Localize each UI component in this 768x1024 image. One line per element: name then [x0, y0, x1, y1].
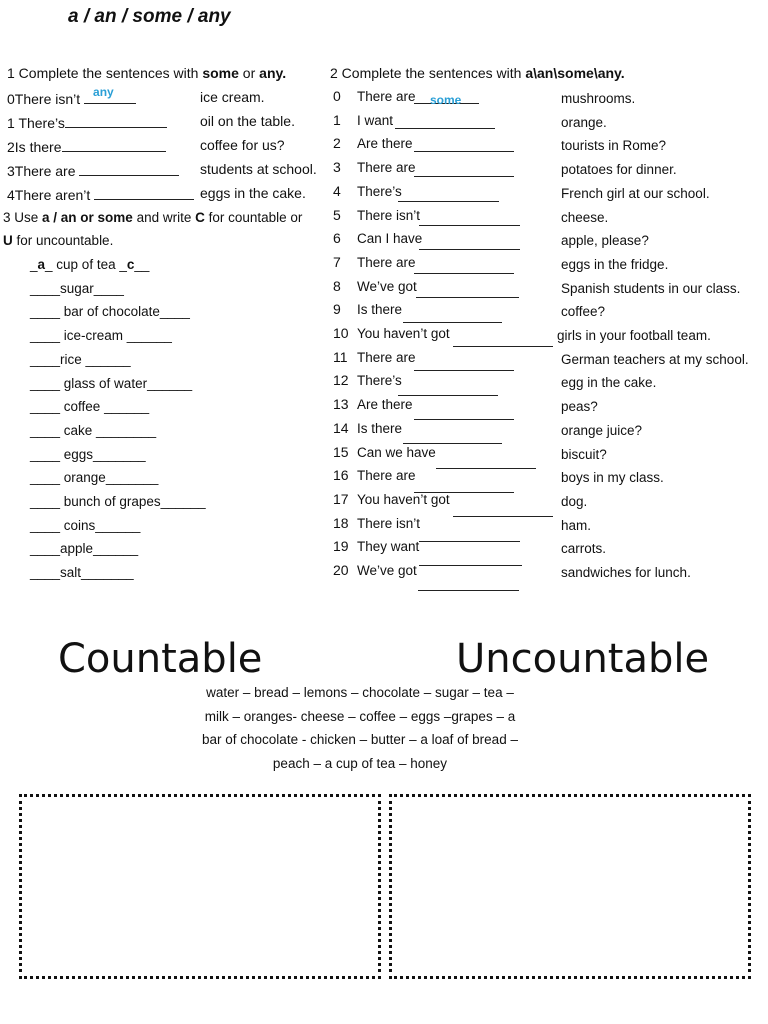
ex3-item[interactable]: ____apple______ — [30, 541, 139, 557]
ex2-row-number: 11 — [333, 348, 348, 365]
word-bank-line: water – bread – lemons – chocolate – sugar – tea – — [206, 685, 514, 700]
ex2-row-end: biscuit? — [561, 446, 607, 462]
ex2-row-end: orange. — [561, 114, 607, 130]
ex2-answer-blank[interactable] — [416, 297, 519, 298]
ex2-row-number: 0 — [333, 88, 341, 104]
ex1-heading-any: any. — [259, 65, 287, 81]
ex2-row-end: ham. — [561, 517, 592, 533]
ex1-row — [7, 113, 167, 131]
ex2-answer-blank[interactable] — [414, 273, 514, 274]
ex1-row-number: 2 — [7, 139, 15, 155]
ex3-item[interactable]: ____ bunch of grapes______ — [30, 494, 206, 509]
ex2-row-number: 13 — [333, 396, 349, 413]
ex2-row-number: 6 — [333, 230, 341, 247]
ex1-answer-blank[interactable] — [84, 85, 136, 104]
ex2-row-start: There are — [357, 468, 416, 484]
ex2-answer-text: some — [430, 93, 462, 107]
ex2-row-start: Can we have — [357, 444, 436, 460]
ex2-row-end: carrots. — [561, 541, 607, 557]
ex2-row-end: French girl at our school. — [561, 185, 710, 201]
ex1-answer-blank[interactable] — [65, 113, 167, 128]
ex2-row-end: mushrooms. — [561, 91, 636, 106]
ex2-answer-blank[interactable] — [419, 249, 520, 250]
ex2-answer-blank[interactable] — [403, 322, 502, 323]
ex1-row-number: 1 — [7, 115, 15, 131]
ex2-answer-blank[interactable] — [414, 151, 514, 152]
ex2-row-number: 1 — [333, 111, 341, 128]
ex2-answer-blank[interactable] — [398, 201, 499, 202]
ex3-item[interactable]: ____ coins______ — [30, 517, 141, 533]
ex1-row — [7, 85, 136, 107]
ex1-answer-blank[interactable] — [94, 185, 194, 200]
ex3-item[interactable]: _a_ cup of tea _c__ — [30, 257, 150, 272]
ex2-row-number: 14 — [333, 419, 349, 436]
ex2-row-start: There isn’t — [357, 207, 421, 223]
page-title: a / an / some / any — [68, 6, 231, 27]
ex2-row-end: coffee? — [561, 304, 606, 320]
ex2-row-end: potatoes for dinner. — [561, 162, 677, 178]
ex2-row-start: Are there — [357, 136, 413, 152]
ex3-heading-u: U — [3, 233, 13, 248]
word-bank-line: milk – oranges- cheese – coffee – eggs –grapes – a — [204, 708, 516, 724]
ex2-heading-bold: a\an\some\any. — [525, 65, 625, 81]
ex2-row-number: 2 — [333, 135, 341, 152]
ex1-row-end: ice cream. — [200, 89, 265, 105]
ex1-row-start: There isn’t — [14, 91, 85, 107]
exercise-3-heading — [3, 210, 302, 225]
ex2-row-number: 7 — [333, 253, 341, 270]
ex2-answer-blank[interactable] — [453, 346, 553, 347]
ex2-answer-blank[interactable] — [418, 590, 519, 591]
ex2-row-start: You haven’t got — [357, 326, 450, 341]
ex1-row-start: There aren’t — [14, 187, 95, 203]
ex2-row-start: There are — [357, 349, 416, 365]
ex1-heading-some: some — [202, 65, 239, 81]
ex2-row-end: girls in your football team. — [557, 328, 711, 343]
ex2-row-start: There’s — [357, 183, 402, 199]
ex2-answer-blank[interactable] — [419, 565, 522, 566]
ex3-heading-bold: a / an or some — [42, 210, 133, 225]
ex3-item[interactable]: ____ eggs_______ — [30, 446, 146, 462]
ex2-row-start: There are — [357, 254, 416, 270]
ex2-row-start: You haven’t got — [357, 491, 450, 507]
ex2-row-number: 4 — [333, 182, 341, 199]
ex2-row-end: orange juice? — [561, 422, 643, 438]
ex3-item[interactable]: ____salt_______ — [30, 565, 134, 581]
ex1-heading-or: or — [238, 65, 260, 81]
ex2-row-end: eggs in the fridge. — [561, 256, 669, 272]
ex1-row-end: coffee for us? — [200, 137, 285, 153]
ex2-row-end: German teachers at my school. — [561, 351, 749, 367]
ex2-answer-blank[interactable] — [414, 419, 514, 420]
ex2-row-number: 3 — [333, 159, 341, 176]
ex3-item[interactable]: ____ cake ________ — [30, 422, 157, 438]
ex2-answer-blank[interactable] — [436, 468, 536, 469]
ex3-item[interactable]: ____ coffee ______ — [30, 399, 150, 415]
ex2-row-start: We’ve got — [357, 563, 417, 578]
ex1-row-end: oil on the table. — [200, 113, 295, 129]
ex3-heading-post: for countable or — [204, 210, 303, 225]
ex2-row-start: There’s — [357, 373, 402, 389]
ex3-heading-post2: for uncountable. — [12, 233, 114, 248]
ex1-row-start: Is there — [14, 139, 62, 155]
ex2-row-end: egg in the cake. — [561, 375, 657, 391]
ex2-row-start: We’ve got — [357, 278, 417, 294]
ex2-answer-blank[interactable] — [414, 370, 514, 371]
ex2-row-end: tourists in Rome? — [561, 138, 667, 154]
ex2-row-end: Spanish students in our class. — [561, 280, 741, 296]
ex1-answer-text: any — [93, 85, 114, 99]
ex3-item[interactable]: ____sugar____ — [30, 280, 124, 296]
ex1-row-start: There’s — [18, 115, 65, 131]
ex2-answer-blank[interactable] — [453, 516, 553, 517]
ex1-row-end: eggs in the cake. — [200, 185, 306, 201]
ex1-row-end: students at school. — [200, 161, 317, 177]
ex1-answer-blank[interactable] — [62, 137, 166, 152]
ex2-row-end: apple, please? — [561, 233, 649, 249]
countable-box[interactable] — [19, 794, 381, 979]
uncountable-box[interactable] — [389, 794, 751, 979]
exercise-3-heading-line2 — [3, 233, 113, 248]
ex2-row-start: Is there — [357, 420, 403, 436]
ex2-row-start: Is there — [357, 302, 403, 318]
ex2-row-number: 10 — [333, 325, 349, 341]
ex1-answer-blank[interactable] — [79, 161, 179, 176]
ex2-row-start: They want — [357, 539, 420, 555]
ex2-row-start: There isn’t — [357, 515, 421, 531]
ex2-answer-blank[interactable] — [398, 395, 498, 396]
ex2-row-end: dog. — [561, 493, 588, 509]
ex1-heading-text: 1 Complete the sentences with — [7, 65, 203, 81]
ex1-row-number: 3 — [7, 163, 15, 179]
ex1-row-start: There are — [14, 163, 80, 179]
ex3-heading-c: C — [195, 210, 205, 225]
ex2-row-number: 12 — [333, 372, 349, 389]
uncountable-heading: Uncountable — [456, 636, 710, 682]
word-bank-line: bar of chocolate - chicken – butter – a loaf of bread – — [202, 732, 518, 747]
ex2-heading-text: 2 Complete the sentences with — [330, 65, 526, 81]
exercise-2-heading — [330, 65, 625, 81]
exercise-1-heading — [7, 65, 286, 81]
ex2-row-end: boys in my class. — [561, 470, 664, 486]
ex3-item[interactable]: ____ bar of chocolate____ — [30, 304, 190, 320]
ex2-row-start: Are there — [357, 397, 413, 413]
ex1-row-number: 0 — [7, 91, 15, 107]
ex2-row-end: cheese. — [561, 209, 609, 225]
ex3-heading-mid: and write — [132, 210, 196, 225]
ex2-row-end: peas? — [561, 399, 598, 415]
ex2-row-number: 18 — [333, 514, 349, 531]
ex2-answer-blank[interactable] — [395, 128, 495, 129]
ex2-answer-blank[interactable] — [419, 225, 520, 226]
ex2-row-number: 17 — [333, 490, 349, 507]
ex3-item[interactable]: ____rice ______ — [30, 351, 131, 367]
ex1-row — [7, 161, 179, 179]
ex2-row-end: sandwiches for lunch. — [561, 565, 691, 580]
ex2-row-number: 8 — [333, 277, 341, 294]
ex2-row-number: 19 — [333, 538, 349, 555]
countable-heading: Countable — [58, 636, 263, 682]
ex2-row-start: There are — [357, 160, 416, 176]
ex3-item[interactable]: ____ glass of water______ — [30, 375, 193, 391]
ex3-heading-text: 3 Use — [3, 210, 43, 225]
ex2-answer-blank[interactable] — [419, 541, 520, 542]
ex1-row — [7, 137, 166, 155]
ex2-row-start: Can I have — [357, 231, 423, 247]
ex2-row-number: 15 — [333, 443, 349, 460]
ex2-row-number: 20 — [333, 562, 349, 578]
ex2-row-number: 9 — [333, 301, 341, 318]
ex1-row — [7, 185, 194, 203]
ex1-row-number: 4 — [7, 187, 15, 203]
ex3-item[interactable]: ____ ice-cream ______ — [30, 328, 172, 344]
ex2-row-number: 5 — [333, 206, 341, 223]
word-bank-line: peach – a cup of tea – honey — [272, 755, 448, 771]
ex3-item[interactable]: ____ orange_______ — [30, 470, 159, 486]
word-bank — [180, 681, 540, 775]
ex2-answer-blank[interactable] — [414, 176, 514, 177]
ex2-row-start: I want — [357, 112, 394, 128]
ex2-row-number: 16 — [333, 467, 349, 484]
ex2-row-start: There are — [357, 89, 416, 104]
